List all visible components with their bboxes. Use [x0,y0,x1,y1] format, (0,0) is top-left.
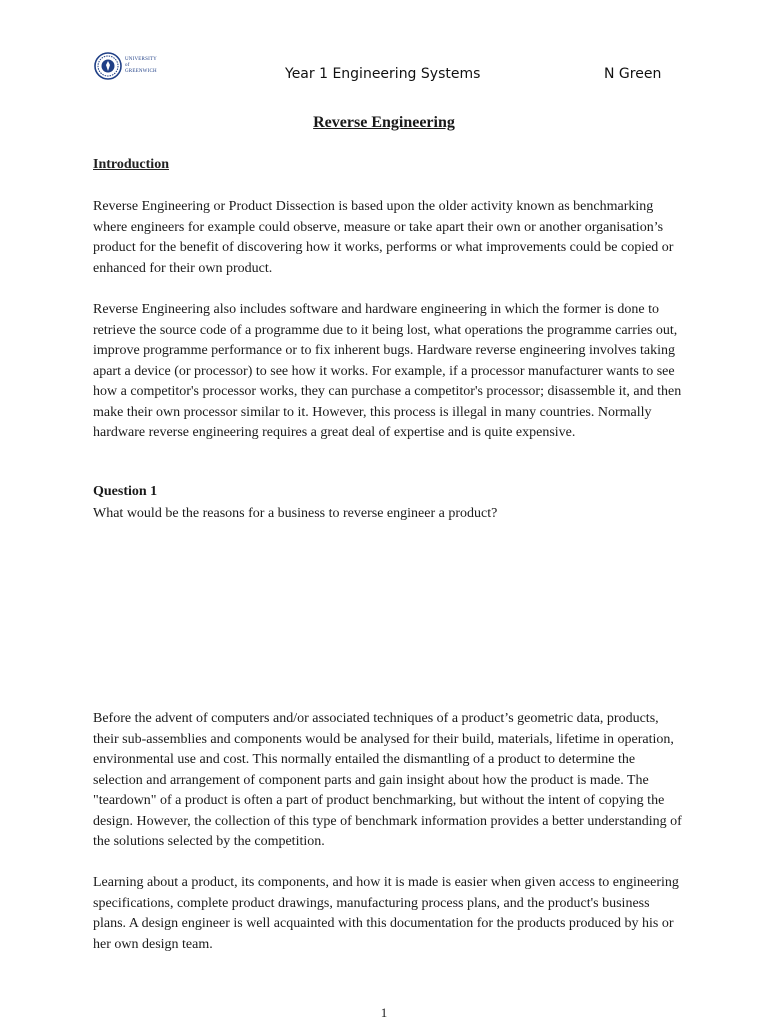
paragraph-intro: Reverse Engineering or Product Dissection is based upon the older activity known as benchmarking where engineers for example could observe, measure or take apart their own or another organisation’s product for the benefit of discovering how it works, performs or what improvements could be copied or enhanced for their own product. [93,199,674,276]
paragraph-documentation: Learning about a product, its components, and how it is made is easier when given access to engineering specifications, complete product drawings, manufacturing process plans, and the product's business plans. A design engineer is well acquainted with this documentation for the products produced by his or her own design team. [93,875,679,952]
logo-wordmark: UNIVERSITY of GREENWICH [125,57,157,74]
question-label: Question 1 [93,484,158,499]
university-logo [94,50,166,82]
page-number: 1 [380,1005,388,1020]
header-author: N Green [604,66,662,82]
question-text: What would be the reasons for a business to reverse engineer a product? [93,506,498,521]
header-course-title: Year 1 Engineering Systems [285,66,481,82]
document-title: Reverse Engineering [313,114,455,131]
university-crest-icon [94,52,122,80]
section-heading-introduction: Introduction [93,157,169,172]
paragraph-history: Before the advent of computers and/or associated techniques of a product’s geometric data, products, their sub-assemblies and components would be analysed for their build, materials, lifetime in operation, environmental use and cost. This normally entailed the dismantling of a product to determine the selection and arrangement of component parts and gain insight about how the product is made. The "teardown" of a product is often a part of product benchmarking, but without the intent of copying the design. However, the collection of this type of benchmark information provides a better understanding of the solutions selected by the competition. [93,711,682,849]
paragraph-software-hardware: Reverse Engineering also includes software and hardware engineering in which the former is done to retrieve the source code of a programme due to it being lost, what operations the programme carries out, improve programme performance or to fix inherent bugs. Hardware reverse engineering involves taking apart a device (or processor) to see how it works. For example, if a processor manufacturer wants to see how a competitor's processor works, they can purchase a competitor's processor; disassemble it, and then make their own processor similar to it. However, this process is illegal in many countries. Normally hardware reverse engineering requires a great deal of expertise and is quite expensive. [93,302,682,440]
